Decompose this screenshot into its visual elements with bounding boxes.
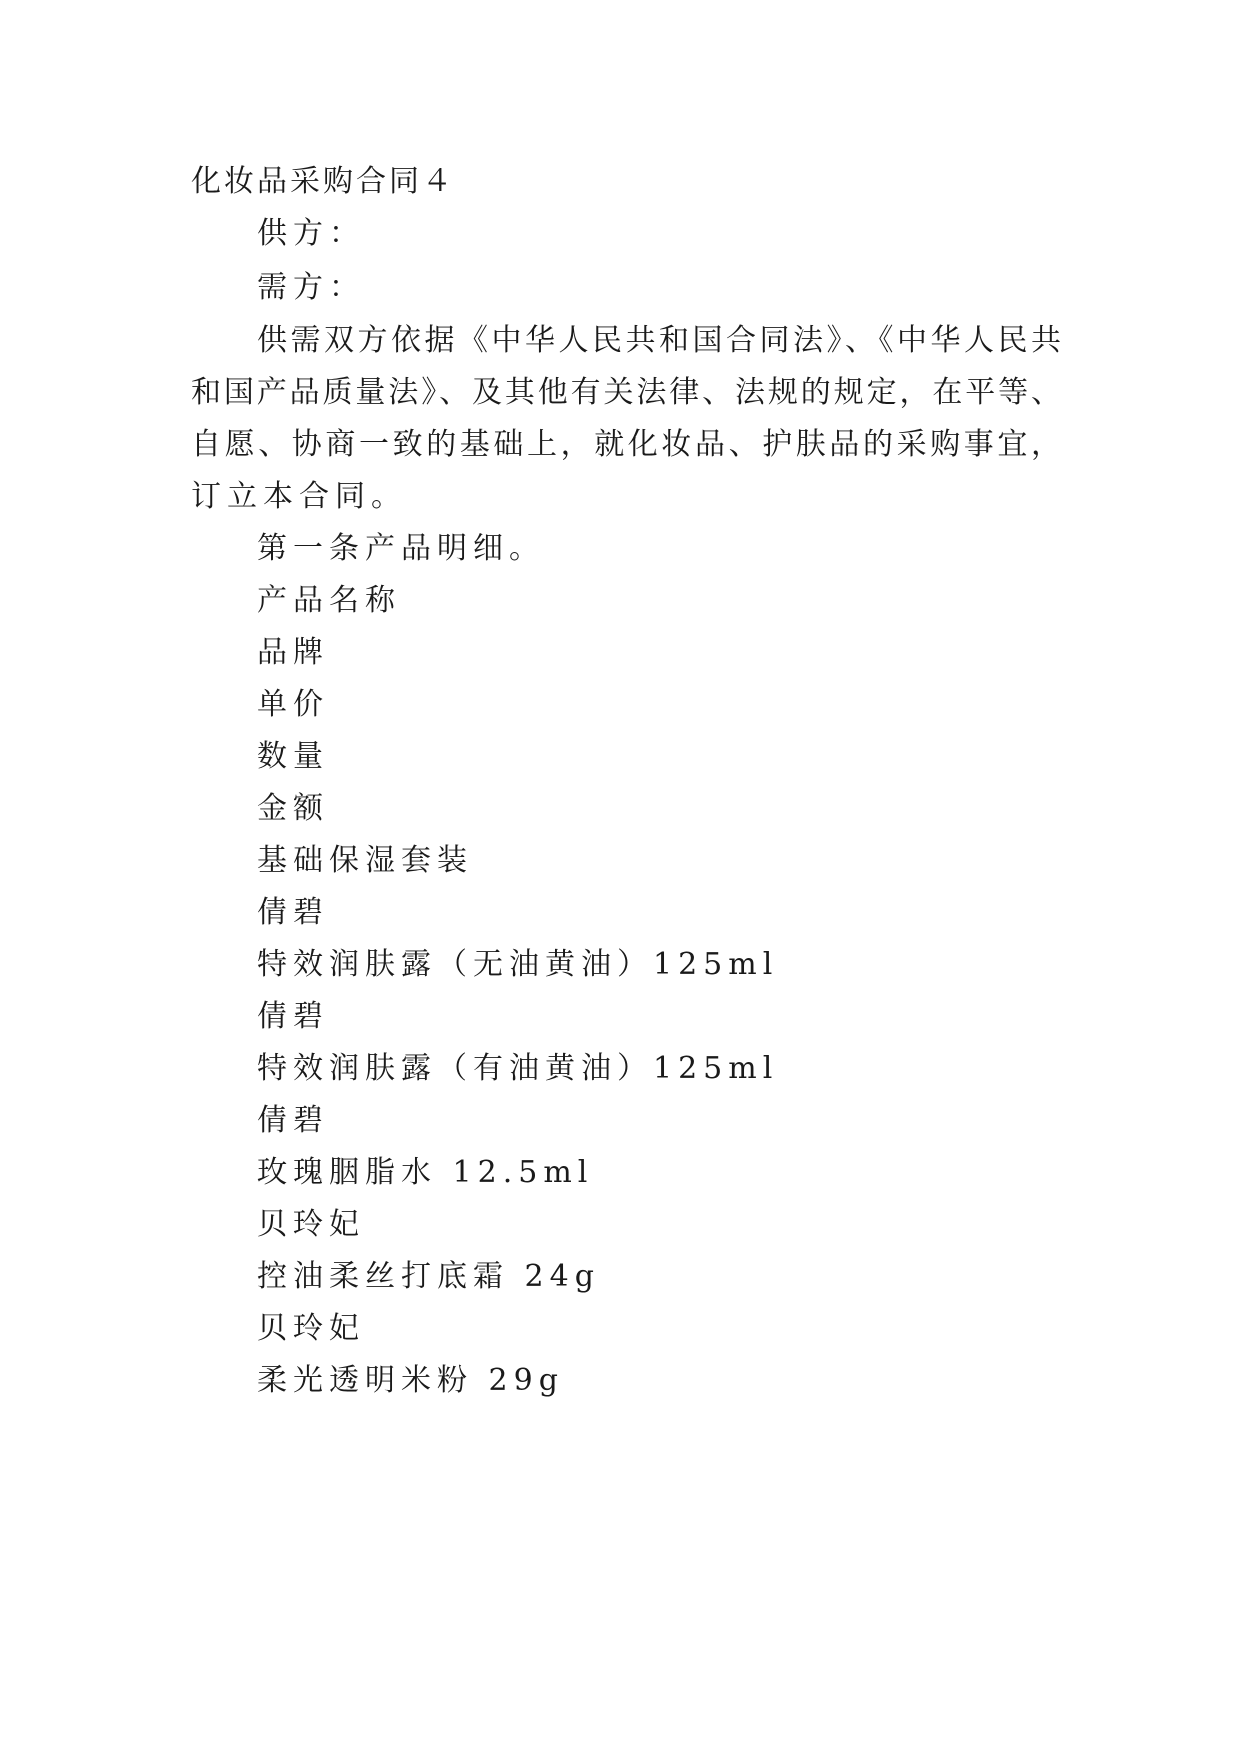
list-item: 控油柔丝打底霜 24g — [257, 1259, 600, 1294]
table-header-amount: 金额 — [257, 791, 329, 826]
table-header-product-name: 产品名称 — [257, 583, 401, 618]
list-item: 倩碧 — [257, 1103, 329, 1138]
list-item: 倩碧 — [257, 895, 329, 930]
table-header-unit-price: 单价 — [257, 687, 329, 722]
list-item: 贝玲妃 — [257, 1311, 365, 1346]
list-item: 基础保湿套装 — [257, 843, 473, 878]
document-title: 化妆品采购合同４ — [191, 164, 455, 199]
intro-paragraph-line: 和国产品质量法》、及其他有关法律、法规的规定，在平等、 — [191, 375, 1061, 410]
table-header-brand: 品牌 — [257, 635, 329, 670]
article-heading: 第一条产品明细。 — [257, 531, 545, 566]
list-item: 玫瑰胭脂水 12.5ml — [257, 1155, 594, 1190]
list-item: 贝玲妃 — [257, 1207, 365, 1242]
buyer-label: 需方： — [257, 270, 365, 305]
intro-paragraph-line: 自愿、协商一致的基础上，就化妆品、护肤品的采购事宜， — [191, 427, 1061, 462]
list-item: 柔光透明米粉 29g — [257, 1363, 564, 1398]
intro-paragraph-line: 订立本合同。 — [191, 479, 407, 514]
list-item: 特效润肤露（有油黄油）125ml — [257, 1051, 779, 1086]
supplier-label: 供方： — [257, 216, 365, 251]
table-header-quantity: 数量 — [257, 739, 329, 774]
list-item: 倩碧 — [257, 999, 329, 1034]
list-item: 特效润肤露（无油黄油）125ml — [257, 947, 779, 982]
intro-paragraph-line: 供需双方依据《中华人民共和国合同法》、《中华人民共 — [257, 323, 1061, 358]
